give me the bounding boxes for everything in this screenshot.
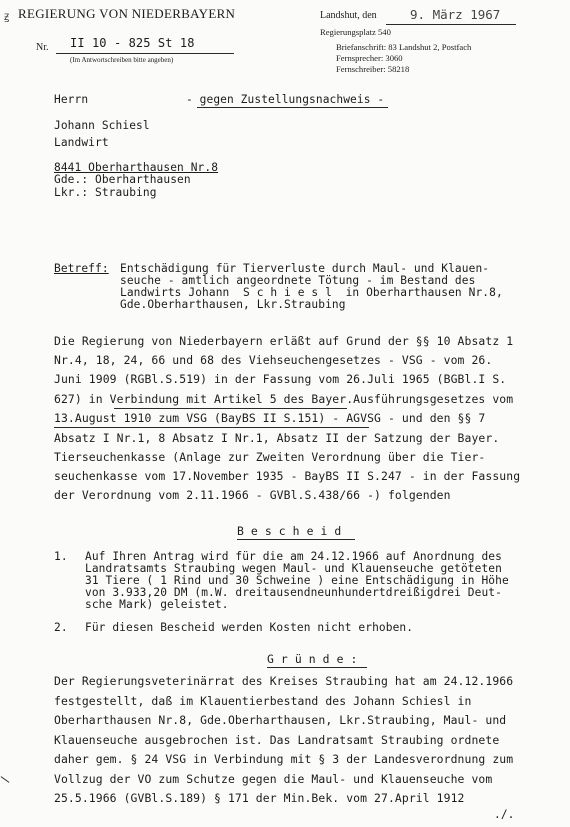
recipient-street: 8441 Oberharthausen Nr.8 xyxy=(54,161,219,174)
subject-line: Entschädigung für Tierverluste durch Maul- und Klauen- xyxy=(120,262,490,275)
salutation: Herrn xyxy=(54,93,89,106)
intro-line: Tierseuchenkasse (Anlage zur Zweiten Verordnung über die Tier- xyxy=(54,450,486,464)
delivery-note-underline xyxy=(197,107,388,108)
continuation-mark: ./. xyxy=(494,808,515,821)
letterhead-mark: Ꙃ xyxy=(4,12,10,22)
reference-note: (Im Antwortschreiben bitte angeben) xyxy=(70,56,174,64)
subject-line: seuche - amtlich angeordnete Tötung - im Bestand des xyxy=(120,274,476,287)
reference-number: II 10 - 825 St 18 xyxy=(70,36,195,50)
gruende-line: Vollzug der VO zum Schutze gegen die Maul- und Klauenseuche vom xyxy=(54,772,493,786)
intro-line: Juni 1909 (RGBl.S.519) in der Fassung vom 26.Juli 1965 (BGBl.I S. xyxy=(54,372,507,386)
subject-line: Gde.Oberharthausen, Lkr.Straubing xyxy=(120,298,346,311)
bescheid-item-line: sche Mark) geleistet. xyxy=(85,598,229,611)
intro-line: 13.August 1910 zum VSG (BayBS II S.151) - AGVSG - und den §§ 7 xyxy=(54,411,486,425)
gruende-line: festgestellt, daß im Klauentierbestand des Johann Schiesl in xyxy=(54,694,472,708)
intro-line: Die Regierung von Niederbayern erläßt auf Grund der §§ 10 Absatz 1 xyxy=(54,334,514,348)
bescheid-item-number: 2. xyxy=(54,621,68,634)
bescheid-item-line: Landratsamts Straubing wegen Maul- und Klauenseuche getöteten xyxy=(85,562,502,575)
bescheid-item-line: von 3.933,20 DM (m.W. dreitausendneunhundertdreißigdrei Deut- xyxy=(85,586,502,599)
office-address: Regierungsplatz 540 xyxy=(320,27,391,37)
intro-line: Absatz I Nr.1, 8 Absatz I Nr.1, Absatz II der Satzung der Bayer. xyxy=(54,431,500,445)
intro-line: seuchenkasse vom 17.November 1935 - BayBS II S.247 - in der Fassung xyxy=(54,469,521,483)
reference-underline xyxy=(56,53,234,54)
telex-number: Fernschreiber: 58218 xyxy=(336,64,410,74)
gruende-line: 25.5.1966 (GVBl.S.189) § 171 der Min.Bek. vom 27.April 1912 xyxy=(54,791,465,805)
bescheid-item-line: 31 Tiere ( 1 Rind und 30 Schweine ) eine Entschädigung in Höhe xyxy=(85,574,509,587)
gruende-line: daher gem. § 24 VSG in Verbindung mit § 3 der Landesverordnung zum xyxy=(54,752,514,766)
reference-label: Nr. xyxy=(36,42,49,53)
phone-number: Fernsprecher: 3060 xyxy=(336,53,403,63)
delivery-note: - gegen Zustellungsnachweis - xyxy=(186,93,385,106)
recipient-district: Lkr.: Straubing xyxy=(54,186,157,199)
bescheid-item-line: Auf Ihren Antrag wird für die am 24.12.1966 auf Anordnung des xyxy=(85,550,502,563)
fold-mark xyxy=(1,776,10,783)
bescheid-item-line: Für diesen Bescheid werden Kosten nicht erhoben. xyxy=(85,621,414,634)
intro-line: 627) in Verbindung mit Artikel 5 des Bayer.Ausführungsgesetzes vom xyxy=(54,392,514,406)
bescheid-heading: B e s c h e i d xyxy=(237,524,342,538)
recipient-municipality: Gde.: Oberharthausen xyxy=(54,173,191,186)
bescheid-heading-underline xyxy=(237,539,355,540)
gruende-line: Der Regierungsveterinärrat des Kreises Straubing hat am 24.12.1966 xyxy=(54,674,514,688)
recipient-profession: Landwirt xyxy=(54,136,109,149)
gruende-line: Klauenseuche ausgebrochen ist. Das Landratsamt Straubing ordnete xyxy=(54,733,500,747)
gruende-line: Oberharthausen Nr.8, Gde.Oberharthausen, Lkr.Straubing, Maul- und xyxy=(54,713,507,727)
intro-line: Nr.4, 18, 24, 66 und 68 des Viehseuchengesetzes - VSG - vom 26. xyxy=(54,353,493,367)
bescheid-item-number: 1. xyxy=(54,550,68,563)
postal-address: Briefanschrift: 83 Landshut 2, Postfach xyxy=(336,42,472,52)
intro-underline xyxy=(54,427,369,428)
intro-line: der Verordnung vom 2.11.1966 - GVBl.S.438/66 -) folgenden xyxy=(54,488,451,502)
gruende-heading-underline xyxy=(267,667,367,668)
subject-line: Landwirts Johann S c h i e s l in Oberharthausen Nr.8, xyxy=(120,286,503,299)
authority-name: REGIERUNG VON NIEDERBAYERN xyxy=(18,6,236,21)
recipient-name: Johann Schiesl xyxy=(54,119,150,132)
subject-label: Betreff: xyxy=(54,262,109,275)
gruende-heading: G r ü n d e : xyxy=(267,652,358,666)
city-date-label: Landshut, den xyxy=(320,10,377,21)
date-underline xyxy=(386,24,516,25)
letter-date: 9. März 1967 xyxy=(410,7,501,22)
